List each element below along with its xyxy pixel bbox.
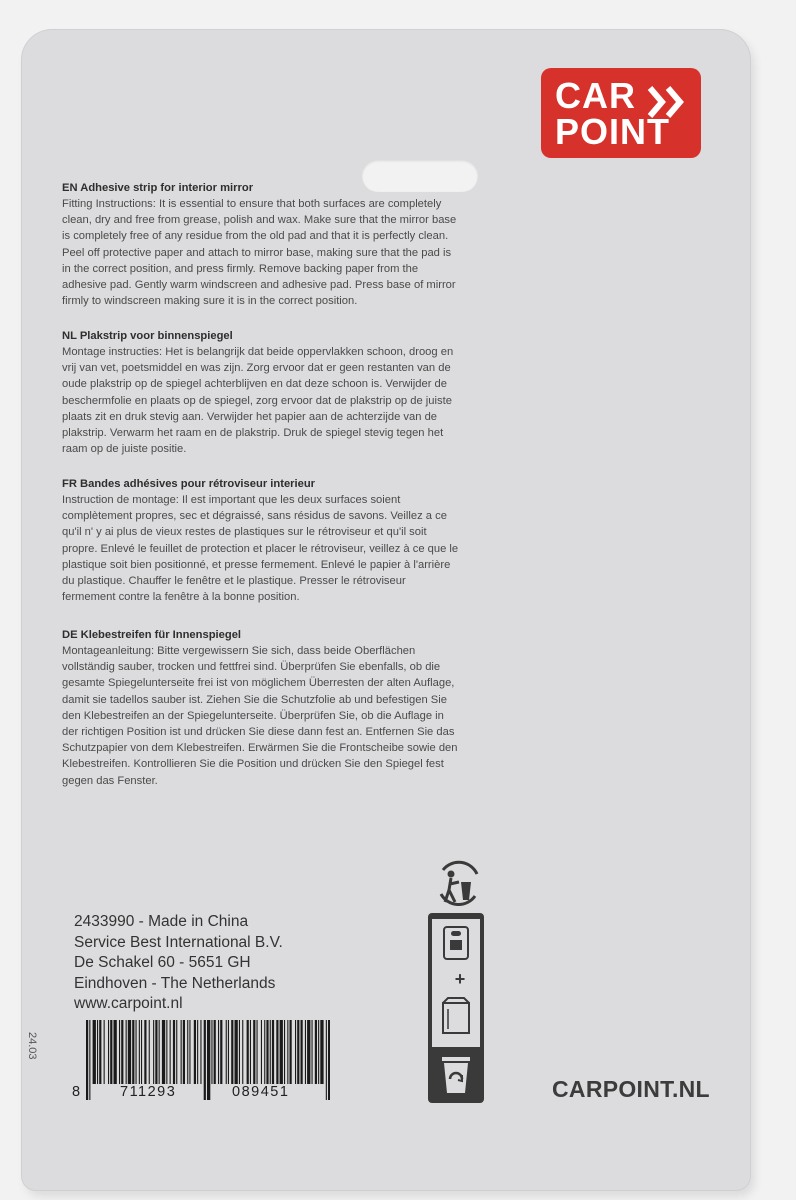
recycle-bin-icon xyxy=(438,1053,474,1097)
section-heading: EN Adhesive strip for interior mirror xyxy=(62,182,254,194)
barcode-first-digit: 8 xyxy=(72,1084,82,1100)
disposal-symbols xyxy=(428,913,484,1103)
section-fr xyxy=(62,476,462,605)
disposal-symbols-panel xyxy=(432,919,480,1047)
section-body: Montage instructies: Het is belangrijk dat beide oppervlakken schoon, droog en vrij van vet, poetsmiddel en was zijn. Zorg ervoor dat er geen restanten van de oude plakstrip op de spiegel achterblijven en dat deze schoon is. Verwijder de beschermfolie en plaats op de spiegel, zorg ervoor dat de plakstrip op de juiste plaats zit en druk stevig aan. Verwijder het papier aan de achterzijde van de plakstrip. Verwarm het raam en de plakstrip. Druk de spiegel stevig tegen het raam op de juiste positie. xyxy=(62,346,454,456)
barcode-group2: 089451 xyxy=(232,1084,290,1100)
hanger-card-icon xyxy=(442,925,470,961)
carpoint-logo xyxy=(541,68,701,158)
logo-line2: POINT xyxy=(555,111,671,152)
lot-code: 24.03 xyxy=(26,1032,38,1060)
address-line: Eindhoven - The Netherlands xyxy=(74,974,276,992)
section-body: Fitting Instructions: It is essential to ensure that both surfaces are completely clean, dry and free from grease, polish and wax. Make sure that the mirror base is completely free of any residue from the old pad and that it is perfectly clean. Peel off protective paper and attach to mirror base, making sure that the pad is in the correct position, and press firmly. Remove backing paper from the adhesive pad. Gently warm windscreen and adhesive pad. Press base of mirror firmly to windscreen making sure it is in the correct position. xyxy=(62,198,457,308)
bag-icon xyxy=(440,995,472,1035)
section-nl xyxy=(62,328,462,457)
section-heading: FR Bandes adhésives pour rétroviseur interieur xyxy=(62,478,316,490)
address-line: 2433990 - Made in China xyxy=(74,913,249,930)
tidyman-icon xyxy=(433,860,485,910)
logo-line1: CAR xyxy=(555,75,636,116)
section-en xyxy=(62,180,462,309)
section-heading: DE Klebestreifen für Innenspiegel xyxy=(62,629,242,641)
section-heading: NL Plakstrip voor binnenspiegel xyxy=(62,330,233,342)
manufacturer-address xyxy=(74,912,374,1015)
address-line: Service Best International B.V. xyxy=(74,933,283,951)
barcode-group1: 711293 xyxy=(120,1084,177,1100)
section-body: Montageanleitung: Bitte vergewissern Sie sich, dass beide Oberflächen vollständig sauber, trocken und fettfrei sind. Überprüfen Sie ebenfalls, ob die gesamte Spiegelunterseite frei ist von möglichem Überresten der alten Auflage, damit sie tadellos sauber ist. Ziehen Sie die Schutzfolie ab und befestigen Sie den Klebestreifen an der Spiegelunterseite. Überprüfen Sie, ob die Auflage in der richtigen Position ist und drücken Sie diese dann fest an. Entfernen Sie das Schutzpapier von dem Klebestreifen. Erwärmen Sie die Frontscheibe sowie den Klebestreifen. Kontrollieren Sie die Position und drücken Sie den Spiegel fest gegen das Fenster. xyxy=(62,645,458,787)
brand-website: CARPOINT.NL xyxy=(552,1076,710,1102)
section-de xyxy=(62,627,462,789)
section-body: Instruction de montage: Il est important que les deux surfaces soient complètement propres, sec et dégraissé, sans résidus de savons. Veillez a ce qu'il n' y ai plus de vieux restes de plastiques sur le rétroviseur et qu'il soit propre. Enlevé le feuillet de protection et placer le rétroviseur, veillez à ce que le plastique soit bien positionné, et presse fermement. Enlevé le papier à l'arrière du plastique. Chauffer le fenêtre et le plastique. Presser le rétroviseur fermement contre la fenêtre à la bonne position. xyxy=(62,494,459,604)
address-line: De Schakel 60 - 5651 GH xyxy=(74,954,251,971)
website-url: www.carpoint.nl xyxy=(74,995,183,1012)
plus-sign: + xyxy=(454,969,466,989)
